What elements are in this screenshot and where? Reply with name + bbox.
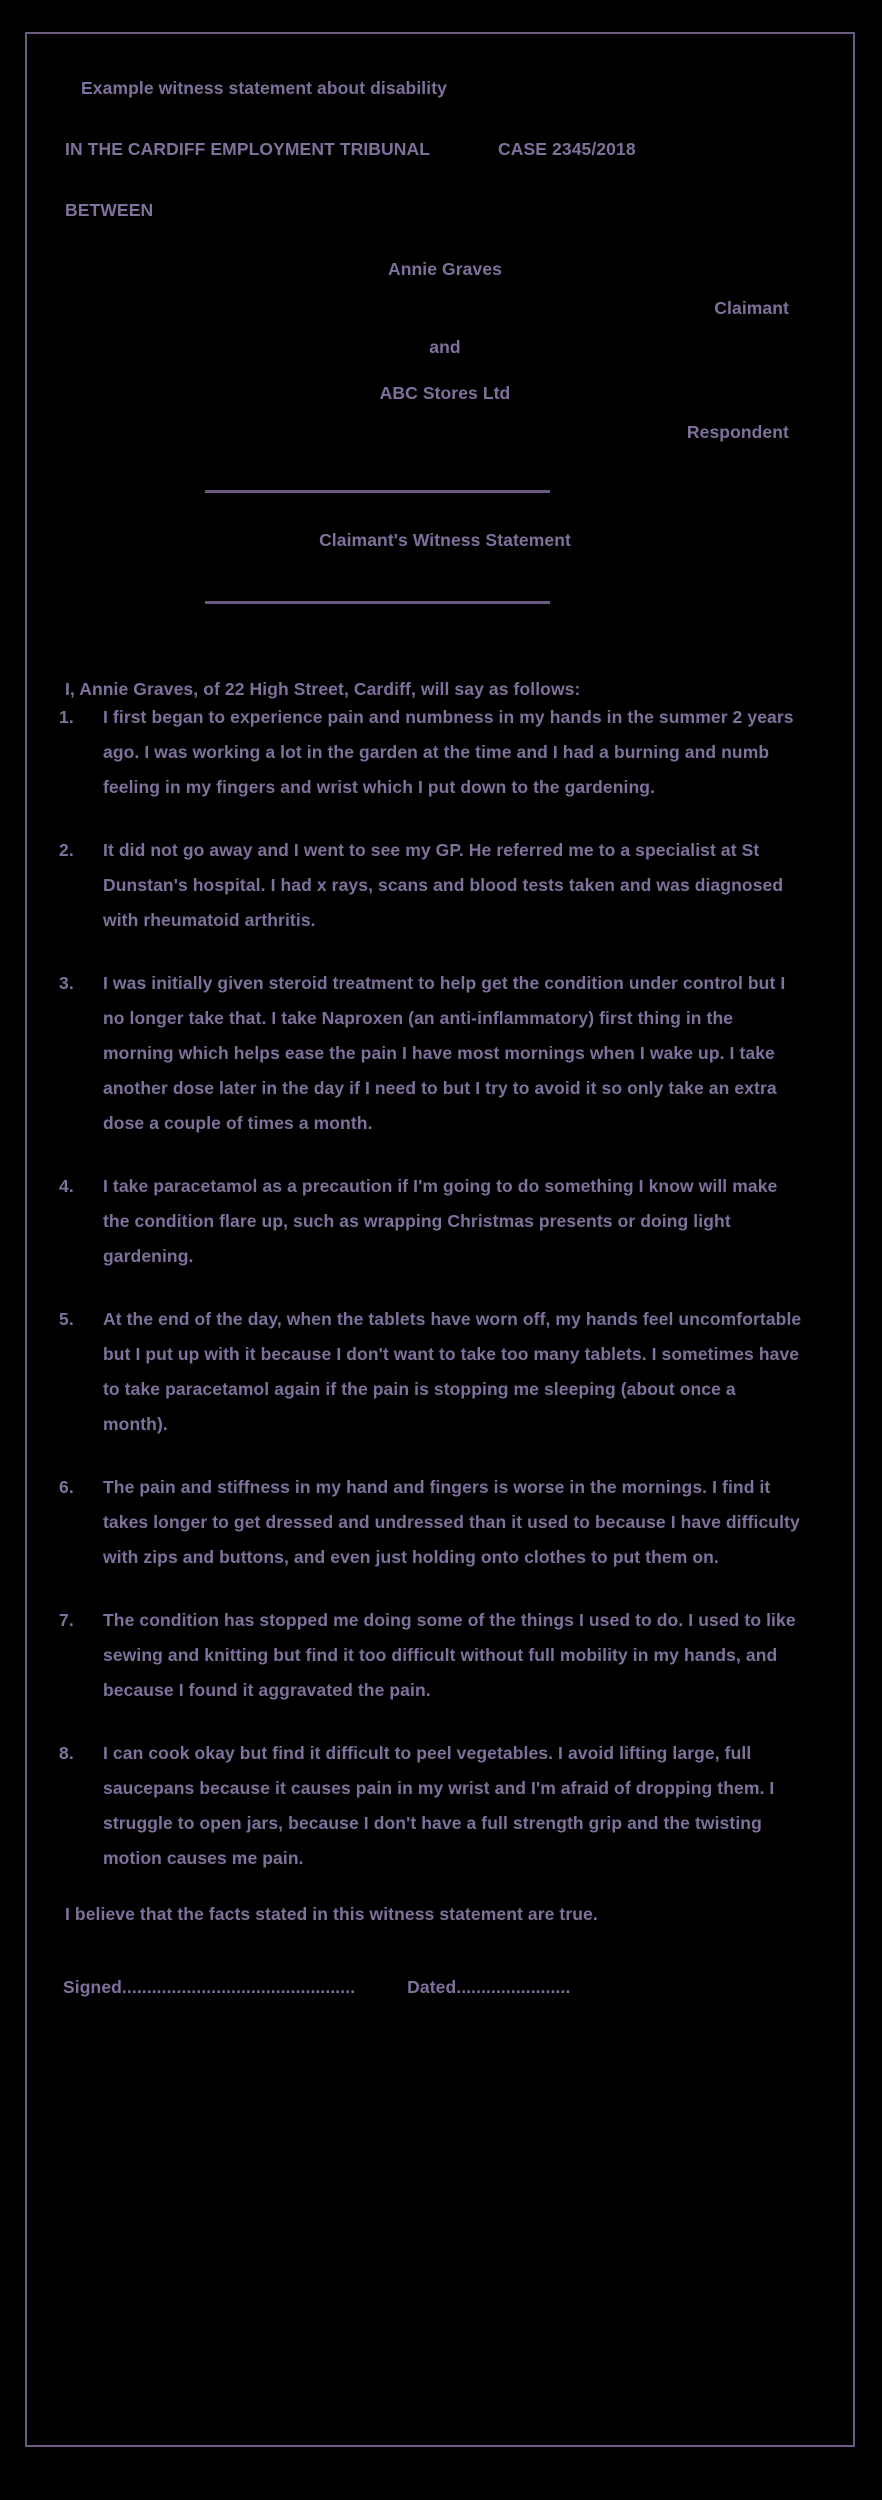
page-title: Example witness statement about disability bbox=[81, 78, 447, 98]
list-item: I was initially given steroid treatment to help get the condition under control but I no longer take that. I take Naproxen (an anti-inflammatory) first thing in the morning which helps ease the pain I have most mornings when I wake up. I take another dose later in the day if I need to but I try to avoid it so only take an extra dose a couple of times a month. bbox=[103, 973, 786, 1133]
parties-block bbox=[55, 259, 805, 443]
divider-rule-top bbox=[205, 490, 550, 493]
list-item: I take paracetamol as a precaution if I'm going to do something I know will make the condition flare up, such as wrapping Christmas presents or doing light gardening. bbox=[103, 1176, 778, 1266]
list-item: The condition has stopped me doing some of the things I used to do. I used to like sewing and knitting but find it too difficult without full mobility in my hands, and because I found it aggravated the pain. bbox=[103, 1610, 796, 1700]
court-name: IN THE CARDIFF EMPLOYMENT TRIBUNAL bbox=[65, 139, 431, 159]
claimant-role-label: Claimant bbox=[714, 298, 789, 318]
claimant-name: Annie Graves bbox=[387, 259, 503, 279]
numbered-paragraph-list bbox=[55, 700, 805, 1876]
between-label: BETWEEN bbox=[65, 200, 154, 220]
respondent-role-label: Respondent bbox=[686, 422, 789, 442]
intro-line: I, Annie Graves, of 22 High Street, Cardiff, will say as follows: bbox=[65, 679, 581, 699]
respondent-name: ABC Stores Ltd bbox=[379, 383, 511, 403]
list-item: At the end of the day, when the tablets have worn off, my hands feel uncomfortable but I put up with it because I don't want to take too many tablets. I sometimes have to take paracetamol again if the pain is stopping me sleeping (about once a month). bbox=[103, 1309, 802, 1434]
list-item: I first began to experience pain and numbness in my hands in the summer 2 years ago. I was working a lot in the garden at the time and I had a burning and numb feeling in my fingers and wrist which I put down to the gardening. bbox=[103, 707, 794, 797]
statement-of-truth: I believe that the facts stated in this witness statement are true. bbox=[65, 1904, 598, 1924]
court-heading bbox=[65, 139, 805, 160]
document-page bbox=[25, 32, 855, 2447]
divider-rule-bottom bbox=[205, 601, 550, 604]
dated-field: Dated....................... bbox=[407, 1977, 571, 1997]
document-body bbox=[27, 34, 853, 2018]
list-item: It did not go away and I went to see my GP. He referred me to a specialist at St Dunstan's hospital. I had x rays, scans and blood tests taken and was diagnosed with rheumatoid arthritis. bbox=[103, 840, 784, 930]
list-item: I can cook okay but find it difficult to peel vegetables. I avoid lifting large, full saucepans because it causes pain in my wrist and I'm afraid of dropping them. I struggle to open jars, because I don't have a full strength grip and the twisting motion causes me pain. bbox=[103, 1743, 775, 1868]
signed-field: Signed............................................... bbox=[63, 1977, 356, 1997]
signature-block bbox=[63, 1977, 805, 1998]
parties-conjunction: and bbox=[429, 337, 461, 357]
list-item: The pain and stiffness in my hand and fingers is worse in the mornings. I find it takes longer to get dressed and undressed than it used to because I have difficulty with zips and buttons, and even just holding onto clothes to put them on. bbox=[103, 1477, 800, 1567]
case-number: CASE 2345/2018 bbox=[498, 139, 636, 159]
statement-heading: Claimant's Witness Statement bbox=[319, 530, 571, 550]
